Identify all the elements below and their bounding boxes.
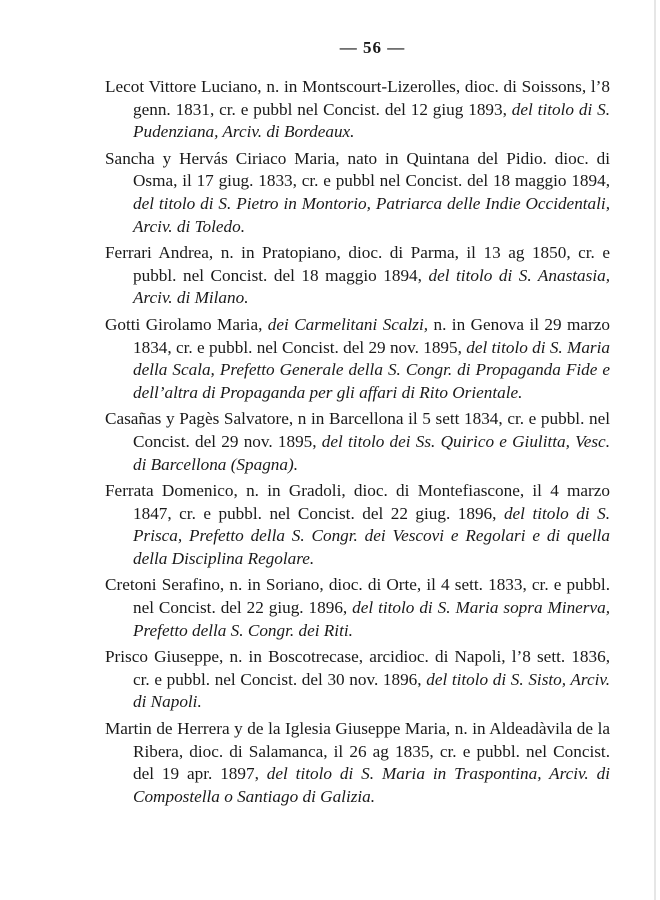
entry-sancha	[105, 148, 610, 238]
page-edge-rule	[654, 0, 656, 900]
entry-title-italic: del titolo di S. Anastasia, Arciv. di Milano.	[133, 265, 610, 308]
entry-casanas	[105, 408, 610, 476]
entry-text: Cretoni Serafino, n. in Soriano, dioc. di Orte, il 4 sett. 1833, cr. e pubbl. nel Concist. del 22 giug. 1896,	[105, 575, 610, 618]
entry-ferrari	[105, 242, 610, 310]
entry-gotti	[105, 314, 610, 404]
page-number: — 56 —	[339, 38, 406, 57]
entry-title-italic: del titolo dei Ss. Quirico e Giulitta, Vesc. di Barcellona (Spagna).	[133, 431, 610, 474]
entry-text: Ferrata Domenico, n. in Gradoli, dioc. di Montefiascone, il 4 marzo 1847, cr. e pubbl. nel Concist. del 22 giug. 1896,	[105, 481, 610, 523]
entry-text: Martin de Herrera y de la Iglesia Giuseppe Maria, n. in Aldeadàvila de la Ribera, dioc. di Salamanca, il 26 ag 1835, cr. e pubbl. nel Concist. del 19 apr. 1897,	[105, 719, 610, 784]
entry-martin-de-herrera	[105, 718, 610, 808]
entry-prisco	[105, 646, 610, 714]
entry-title-italic: del titolo di S. Maria della Scala, Prefetto Generale della S. Congr. di Propaganda Fide e dell’altra di Propaganda per gli affari di Rito Orientale.	[133, 337, 610, 402]
entry-text: n. in Genova il 29 marzo 1834, cr. e pubbl. nel Concist. del 29 nov. 1895,	[133, 314, 610, 357]
entry-title-italic: del titolo di S. Sisto, Arciv. di Napoli.	[133, 669, 610, 712]
entry-title-italic: del titolo di S. Maria in Traspontina, Arciv. di Compostella o Santiago di Galizia.	[133, 764, 610, 806]
entry-text: Sancha y Hervás Ciriaco Maria, nato in Quintana del Pidio. dioc. di Osma, il 17 giug. 1833, cr. e pubbl nel Concist. del 18 maggio 1894,	[105, 148, 610, 191]
entry-ferrata	[105, 480, 610, 570]
entry-title-italic: del titolo di S. Maria sopra Minerva, Prefetto della S. Congr. dei Riti.	[133, 598, 611, 640]
entry-title-italic: del titolo di S. Pudenziana, Arciv. di Bordeaux.	[133, 99, 610, 142]
entry-cretoni	[105, 574, 610, 642]
entry-text: Casañas y Pagès Salvatore, n in Barcellona il 5 sett 1834, cr. e pubbl. nel Concist. del 29 nov. 1895,	[105, 409, 610, 451]
entry-lecot	[105, 76, 610, 144]
entry-title-italic: del titolo di S. Prisca, Prefetto della S. Congr. dei Vescovi e Regolari e di quella della Disciplina Regolare.	[133, 503, 610, 568]
entry-text: Prisco Giuseppe, n. in Boscotrecase, arcidioc. di Napoli, l’8 sett. 1836, cr. e pubbl. nel Concist. del 30 nov. 1896,	[105, 647, 610, 689]
entry-title-italic: del titolo di S. Pietro in Montorio, Patriarca delle Indie Occidentali, Arciv. di Toledo.	[133, 193, 610, 236]
entry-text: Ferrari Andrea, n. in Pratopiano, dioc. di Parma, il 13 ag 1850, cr. e pubbl. nel Concist. del 18 maggio 1894,	[105, 243, 610, 285]
entry-order-italic: dei Carmelitani Scalzi,	[267, 314, 429, 334]
entry-text: Lecot Vittore Luciano, n. in Montscourt-Lizerolles, dioc. di Soissons, l’8 genn. 1831, cr. e pubbl nel Concist. del 12 giug 1893,	[105, 77, 610, 119]
entry-text: Gotti Girolamo Maria,	[105, 314, 268, 334]
